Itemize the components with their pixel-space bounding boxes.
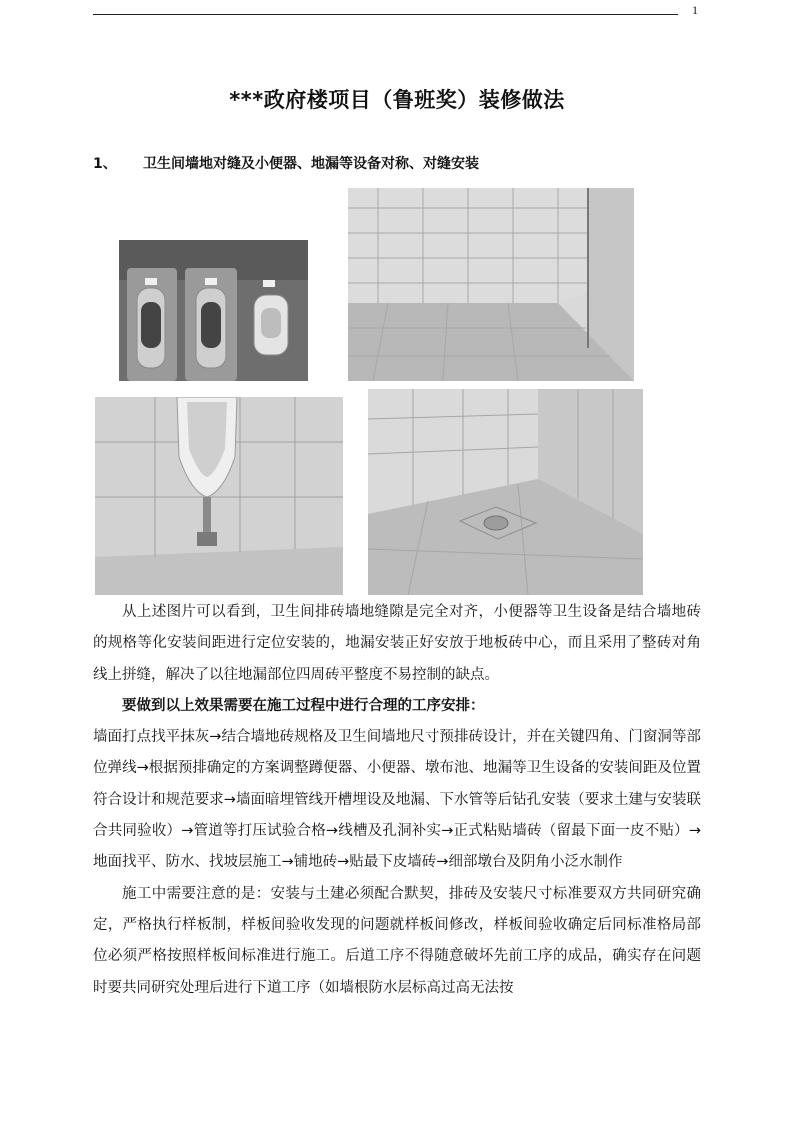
section-heading-text: 卫生间墙地对缝及小便器、地漏等设备对称、对缝安装	[143, 156, 479, 172]
urinal-photo-icon	[95, 397, 343, 595]
urinals-row-photo	[119, 240, 308, 381]
section-heading	[93, 153, 479, 173]
tile-corner-photo-icon	[348, 188, 634, 381]
page-number: 1	[692, 3, 698, 17]
single-urinal-photo	[95, 397, 343, 595]
paragraph-observation: 从上述图片可以看到，卫生间排砖墙地缝隙是完全对齐，小便器等卫生设备是结合墙地砖的规格等化安装间距进行定位安装的，地漏安装正好安放于地板砖中心，而且采用了整砖对角线上拼缝，解决了以往地漏部位四周砖平整度不易控制的缺点。	[93, 604, 701, 683]
paragraph-notes: 施工中需要注意的是：安装与土建必须配合默契，排砖及安装尺寸标准要双方共同研究确定，严格执行样板制，样板间验收发现的问题就样板间修改，样板间验收确定后同标准格局部位必须严格按照样板间标准进行施工。后道工序不得随意破坏先前工序的成品，确实存在问题时要共同研究处理后进行下道工序（如墙根防水层标高过高无法按	[93, 885, 701, 996]
paragraph-process-steps: 墙面打点找平抹灰→结合墙地砖规格及卫生间墙地尺寸预排砖设计，并在关键四角、门窗洞等部位弹线→根据预排确定的方案调整蹲便器、小便器、墩布池、地漏等卫生设备的安装间距及位置符合设计和规范要求→墙面暗埋管线开槽埋设及地漏、下水管等后钻孔安装（要求土建与安装联合共同验收）→管道等打压试验合格→线槽及孔洞补实→正式粘贴墙砖（留最下面一皮不贴）→地面找平、防水、找坡层施工→铺地砖→贴最下皮墙砖→细部墩台及阴角小泛水制作	[93, 729, 701, 871]
urinals-photo-icon	[119, 240, 308, 381]
page-title: ***政府楼项目（鲁班奖）装修做法	[229, 88, 565, 112]
body-text	[93, 597, 701, 1004]
floor-drain-photo-icon	[368, 389, 643, 595]
header-rule	[93, 14, 678, 15]
floor-drain-photo	[368, 389, 643, 595]
section-number: 1、	[93, 156, 117, 172]
paragraph-process-heading: 要做到以上效果需要在施工过程中进行合理的工序安排：	[122, 697, 485, 714]
wall-corner-photo	[348, 188, 634, 381]
